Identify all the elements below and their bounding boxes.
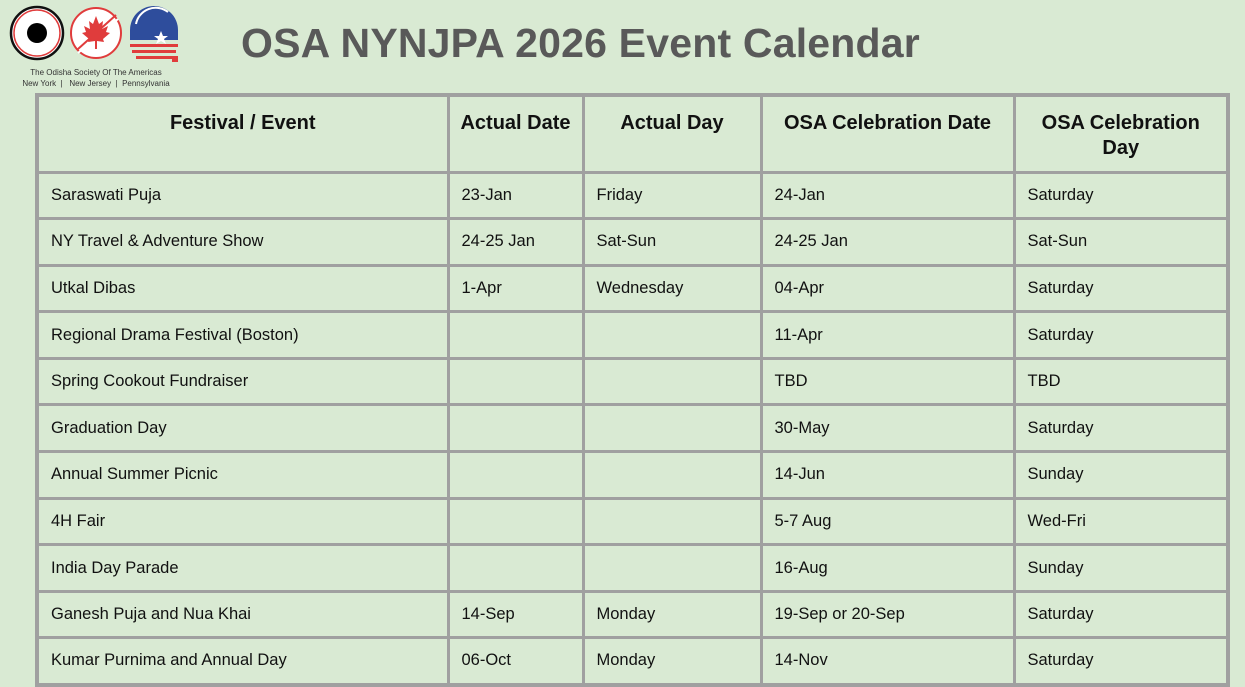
column-header-actual-date: Actual Date xyxy=(448,95,583,172)
event-name: Saraswati Puja xyxy=(37,172,448,219)
actual-date xyxy=(448,452,583,499)
osa-date: TBD xyxy=(761,358,1014,405)
event-name: Graduation Day xyxy=(37,405,448,452)
table-header-row xyxy=(37,95,1228,172)
actual-date: 06-Oct xyxy=(448,638,583,685)
osa-date: 04-Apr xyxy=(761,265,1014,312)
actual-date: 23-Jan xyxy=(448,172,583,219)
osa-day: Sunday xyxy=(1014,545,1228,592)
actual-day: Monday xyxy=(583,591,761,638)
osa-day: Sat-Sun xyxy=(1014,219,1228,266)
table-row xyxy=(37,591,1228,638)
table-row xyxy=(37,638,1228,685)
page-title: OSA NYNJPA 2026 Event Calendar xyxy=(241,20,920,66)
event-calendar-table xyxy=(35,93,1230,687)
actual-date xyxy=(448,498,583,545)
actual-day: Monday xyxy=(583,638,761,685)
osa-date: 11-Apr xyxy=(761,312,1014,359)
osa-day: Saturday xyxy=(1014,265,1228,312)
actual-date: 1-Apr xyxy=(448,265,583,312)
osa-day: Wed-Fri xyxy=(1014,498,1228,545)
osa-day: Saturday xyxy=(1014,638,1228,685)
column-header-osa-date: OSA Celebration Date xyxy=(761,95,1014,172)
table-row xyxy=(37,452,1228,499)
actual-day xyxy=(583,312,761,359)
event-name: Ganesh Puja and Nua Khai xyxy=(37,591,448,638)
event-name: Annual Summer Picnic xyxy=(37,452,448,499)
event-name: Spring Cookout Fundraiser xyxy=(37,358,448,405)
maple-leaf-icon xyxy=(71,8,121,58)
table-row xyxy=(37,545,1228,592)
osa-date: 14-Jun xyxy=(761,452,1014,499)
osa-day: Saturday xyxy=(1014,405,1228,452)
osa-day: Saturday xyxy=(1014,172,1228,219)
event-name: India Day Parade xyxy=(37,545,448,592)
actual-date xyxy=(448,405,583,452)
us-flag-dome-icon xyxy=(130,6,178,62)
osa-date: 24-Jan xyxy=(761,172,1014,219)
osa-date: 24-25 Jan xyxy=(761,219,1014,266)
osa-date: 30-May xyxy=(761,405,1014,452)
column-header-event: Festival / Event xyxy=(37,95,448,172)
logo-icons xyxy=(8,2,188,66)
table-row xyxy=(37,498,1228,545)
osa-day: Saturday xyxy=(1014,591,1228,638)
table-row xyxy=(37,219,1228,266)
osa-date: 19-Sep or 20-Sep xyxy=(761,591,1014,638)
actual-date: 24-25 Jan xyxy=(448,219,583,266)
osa-day: Sunday xyxy=(1014,452,1228,499)
actual-date xyxy=(448,358,583,405)
actual-day: Wednesday xyxy=(583,265,761,312)
logo-caption xyxy=(8,67,184,89)
odisha-circle-icon xyxy=(11,7,63,59)
actual-date xyxy=(448,312,583,359)
event-name: 4H Fair xyxy=(37,498,448,545)
event-name: Utkal Dibas xyxy=(37,265,448,312)
osa-day: TBD xyxy=(1014,358,1228,405)
osa-date: 16-Aug xyxy=(761,545,1014,592)
table-row xyxy=(37,405,1228,452)
column-header-actual-day: Actual Day xyxy=(583,95,761,172)
table-row xyxy=(37,172,1228,219)
actual-date xyxy=(448,545,583,592)
osa-date: 14-Nov xyxy=(761,638,1014,685)
event-name: Regional Drama Festival (Boston) xyxy=(37,312,448,359)
actual-day xyxy=(583,405,761,452)
actual-day xyxy=(583,498,761,545)
column-header-osa-day: OSA Celebration Day xyxy=(1014,95,1228,172)
org-name: The Odisha Society Of The Americas xyxy=(30,68,162,77)
osa-day: Saturday xyxy=(1014,312,1228,359)
table-row xyxy=(37,265,1228,312)
actual-day: Friday xyxy=(583,172,761,219)
actual-day xyxy=(583,452,761,499)
event-name: NY Travel & Adventure Show xyxy=(37,219,448,266)
table-row xyxy=(37,312,1228,359)
actual-day xyxy=(583,545,761,592)
osa-date: 5-7 Aug xyxy=(761,498,1014,545)
actual-day xyxy=(583,358,761,405)
event-name: Kumar Purnima and Annual Day xyxy=(37,638,448,685)
table-row xyxy=(37,358,1228,405)
actual-day: Sat-Sun xyxy=(583,219,761,266)
org-regions: New York | New Jersey | Pennsylvania xyxy=(22,79,170,88)
actual-date: 14-Sep xyxy=(448,591,583,638)
